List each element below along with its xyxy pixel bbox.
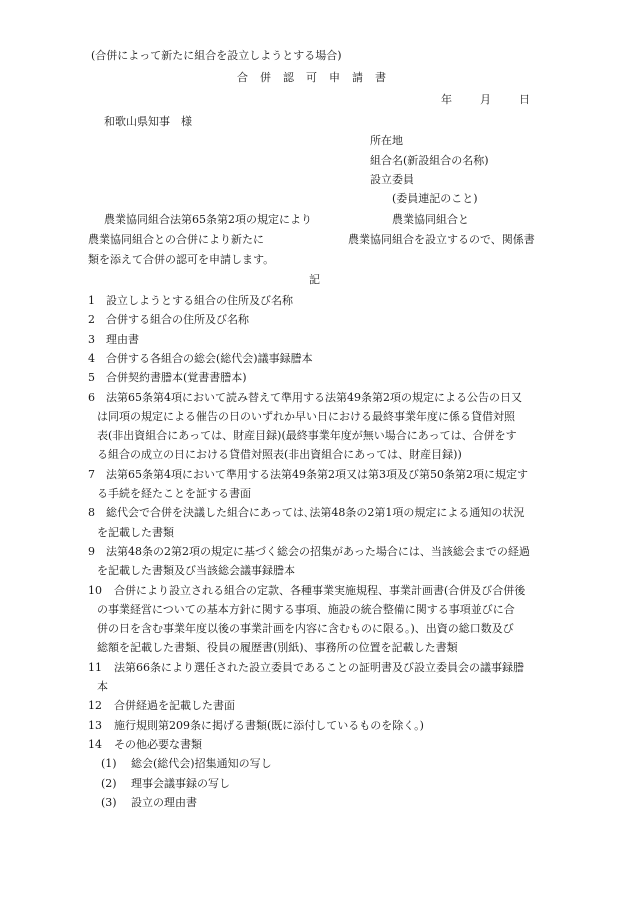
list-item-text: の事業経営についての基本方針に関する事項、施設の統合整備に関する事項並びに合: [97, 602, 515, 616]
list-item-text: 法第65条第4項において準用する法第49条第2項又は第3項及び第50条第2項に規定す: [106, 467, 528, 481]
sub-list-item-number: (3): [101, 795, 117, 809]
list-item-number: 1: [88, 294, 95, 307]
list-item-number: 2: [88, 313, 95, 327]
list-item-text: 合併により設立される組合の定款、各種事業実施規程、事業計画書(合併及び合併後: [114, 583, 526, 597]
list-item: [88, 465, 548, 504]
founder-label: 設立委員: [370, 173, 414, 186]
applicant-address-label: 所在地: [370, 134, 403, 147]
sub-list-item-text: 理事会議事録の写し: [131, 776, 230, 790]
list-item-text: 法第48条の2第2項の規定に基づく総会の招集があった場合には、当該総会までの経過: [106, 544, 530, 558]
list-item-text: その他必要な書類: [114, 737, 202, 751]
body-line2-a: 農業協同組合との合併により新たに: [88, 233, 264, 246]
list-item: [88, 735, 548, 754]
body-line2-b: 農業協同組合を設立するので、関係書: [348, 233, 535, 246]
applicant-name-label: 組合名(新設組合の名称): [370, 154, 489, 167]
list-item-number: 14: [88, 737, 102, 751]
sub-list-item-number: (2): [101, 776, 117, 790]
list-item-number: 13: [88, 718, 102, 732]
sub-list-item: [101, 775, 230, 793]
list-item-text: 併の日を含む事業年度以後の事業計画を内容に含むものに限る。)、出資の総口数及び: [97, 622, 514, 636]
list-item-number: 4: [88, 351, 95, 365]
list-item-number: 9: [88, 544, 95, 558]
list-item: [88, 542, 548, 581]
list-item-text: を記載した書類: [97, 525, 174, 539]
list-item-text: は同項の規定による催告の日のいずれか早い日における最終事業年度に係る貸借対照: [97, 409, 515, 423]
list-item: [88, 696, 548, 715]
list-item-number: 3: [88, 332, 95, 346]
body-line3: 類を添えて合併の認可を申請します。: [88, 253, 275, 266]
list-item: [88, 503, 548, 542]
list-item: [88, 310, 548, 329]
list-item-number: 11: [88, 660, 102, 674]
date-day: 日: [519, 93, 530, 106]
list-item-text: る手続を経たことを証する書面: [97, 486, 251, 500]
list-item-text: 施行規則第209条に掲げる書類(既に添付しているものを除く。): [114, 718, 424, 732]
list-item-number: 8: [88, 506, 95, 520]
list-item-number: 7: [88, 467, 95, 481]
body-line1-b: 農業協同組合と: [392, 213, 469, 226]
list-item-text: 法第65条第4項において読み替えて準用する法第49条第2項の規定による公告の日又: [106, 390, 522, 404]
list-item-text: 総額を記載した書類、役員の履歴書(別紙)、事務所の位置を記載した書類: [97, 641, 458, 655]
sub-list-item-text: 設立の理由書: [131, 795, 197, 809]
list-item-text: 理由書: [106, 332, 139, 346]
sub-list-item-number: (1): [101, 757, 117, 771]
date-year: 年: [441, 93, 452, 106]
list-item-number: 5: [88, 371, 95, 385]
list-item-text: 設立しようとする組合の住所及び名称: [106, 294, 293, 307]
list-item-number: 12: [88, 699, 102, 713]
list-item-text: を記載した書類及び当該総会議事録謄本: [97, 564, 295, 578]
list-item: [88, 388, 548, 465]
list-item-number: 6: [88, 390, 95, 404]
list-item-text: 合併経過を記載した書面: [114, 699, 235, 713]
sub-list-item: [101, 755, 272, 773]
list-item: [88, 716, 548, 735]
list-item-text: 法第66条により選任された設立委員であることの証明書及び設立委員会の議事録謄: [114, 660, 524, 674]
body-line1-a: 農業協同組合法第65条第2項の規定により: [104, 213, 312, 226]
list-item: [88, 581, 548, 658]
list-item: [88, 658, 548, 697]
list-item: [88, 291, 548, 310]
sub-list-item-text: 総会(総代会)招集通知の写し: [131, 757, 272, 771]
date-month: 月: [480, 93, 491, 106]
sub-list-item: [101, 794, 197, 812]
ki-heading: 記: [309, 273, 320, 286]
list-item-text: る組合の成立の日における貸借対照表(非出資組合にあっては、財産目録)): [97, 448, 462, 462]
list-item-text: 総代会で合併を決議した組合にあっては､法第48条の2第1項の規定による通知の状況: [106, 506, 525, 520]
list-item-text: 合併契約書謄本(覚書書謄本): [106, 371, 247, 385]
list-item-text: 本: [97, 679, 108, 693]
date-line: [441, 91, 530, 109]
list-item: [88, 349, 548, 368]
list-item-text: 合併する各組合の総会(総代会)議事録謄本: [106, 351, 313, 365]
list-item: [88, 330, 548, 349]
founder-note: (委員連記のこと): [392, 192, 478, 205]
list-item-text: 合併する組合の住所及び名称: [106, 313, 249, 327]
list-item-number: 10: [88, 583, 102, 597]
list-item: [88, 368, 548, 387]
document-title: 合併認可申請書: [237, 71, 398, 84]
list-item-text: 表(非出資組合にあっては、財産目録)(最終事業年度が無い場合にあっては、合併をす: [97, 429, 517, 443]
addressee: 和歌山県知事 様: [104, 115, 192, 128]
header-note: (合併によって新たに組合を設立しようとする場合): [91, 49, 342, 62]
